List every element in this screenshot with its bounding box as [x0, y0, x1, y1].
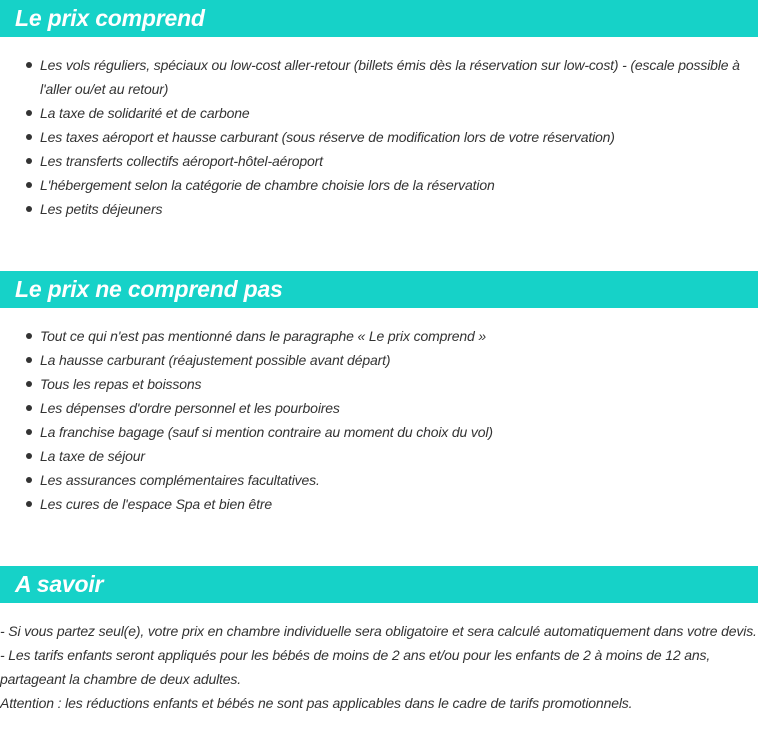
list-item: L'hébergement selon la catégorie de chambre choisie lors de la réservation: [0, 173, 758, 197]
info-paragraph: - Les tarifs enfants seront appliqués pour les bébés de moins de 2 ans et/ou pour les enfants de 2 à moins de 12 ans, partageant la chambre de deux adultes.: [0, 647, 711, 687]
list-item: Tous les repas et boissons: [0, 372, 758, 396]
list-item: Tout ce qui n'est pas mentionné dans le paragraphe « Le prix comprend »: [0, 324, 758, 348]
list-item: Les dépenses d'ordre personnel et les pourboires: [0, 396, 758, 420]
section-header-included: Le prix comprend: [0, 0, 758, 37]
list-item: La taxe de séjour: [0, 444, 758, 468]
section-header-excluded: Le prix ne comprend pas: [0, 271, 758, 308]
info-paragraph: - Si vous partez seul(e), votre prix en chambre individuelle sera obligatoire et sera calculé automatiquement dans votre devis.: [0, 623, 757, 639]
list-item: Les transferts collectifs aéroport-hôtel-aéroport: [0, 149, 758, 173]
list-item: Les petits déjeuners: [0, 197, 758, 221]
list-item: Les taxes aéroport et hausse carburant (sous réserve de modification lors de votre réservation): [0, 125, 758, 149]
info-paragraph: Attention : les réductions enfants et bébés ne sont pas applicables dans le cadre de tarifs promotionnels.: [0, 695, 633, 711]
list-item: Les cures de l'espace Spa et bien être: [0, 492, 758, 516]
list-item: La franchise bagage (sauf si mention contraire au moment du choix du vol): [0, 420, 758, 444]
excluded-list: [0, 324, 758, 516]
list-item: La taxe de solidarité et de carbone: [0, 101, 758, 125]
included-list: [0, 53, 758, 221]
info-notes: [0, 619, 758, 715]
list-item: Les assurances complémentaires facultatives.: [0, 468, 758, 492]
list-item: Les vols réguliers, spéciaux ou low-cost aller-retour (billets émis dès la réservation sur low-cost) - (escale possible à l'aller ou/et au retour): [0, 53, 758, 101]
list-item: La hausse carburant (réajustement possible avant départ): [0, 348, 758, 372]
section-header-info: A savoir: [0, 566, 758, 603]
